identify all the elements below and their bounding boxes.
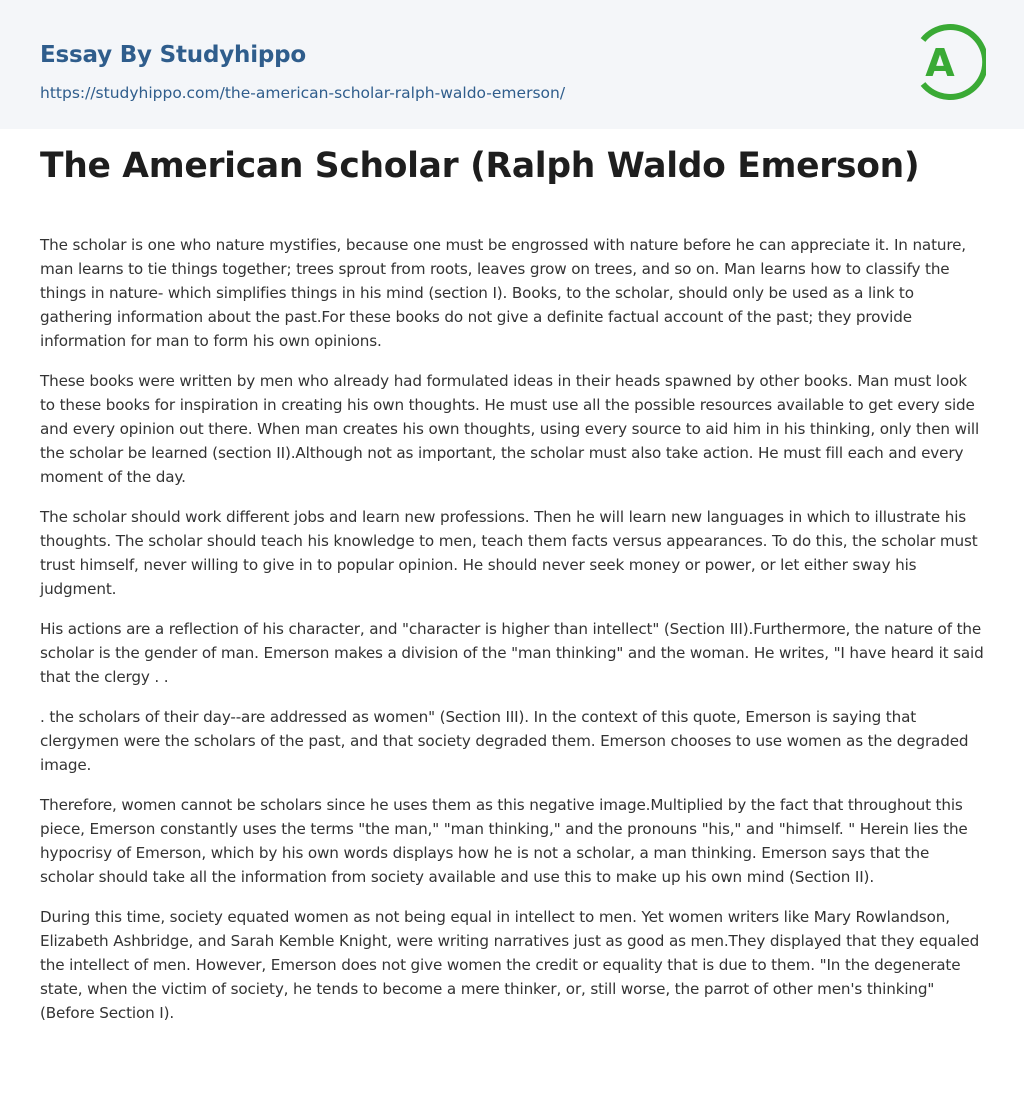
paragraph: During this time, society equated women as not being equal in intellect to men. Yet women writers like Mary Rowlandson, Elizabeth Ashbridge, and Sarah Kemble Knight, were writing narratives just as good as men.They displayed that they equaled the intellect of men. However, Emerson does not give women the credit or equality that is due to them. "In the degenerate state, when the victim of society, he tends to become a mere thinker, or, still worse, the parrot of other men's thinking" (Before Section I). — [40, 908, 980, 1022]
paragraph: These books were written by men who already had formulated ideas in their heads spawned by other books. Man must look to these books for inspiration in creating his own thoughts. He must use all the possible resources available to get every side and every opinion out there. When man creates his own thoughts, using every source to aid him in his thinking, only then will the scholar be learned (section II).Although not as important, the scholar must also take action. He must fill each and every moment of the day. — [40, 372, 980, 486]
paragraph: . the scholars of their day--are addressed as women" (Section III). In the context of this quote, Emerson is saying that clergymen were the scholars of the past, and that society degraded them. Emerson chooses to use women as the degraded image. — [40, 708, 969, 774]
site-header — [0, 0, 1024, 129]
essay-body — [40, 233, 984, 1041]
studyhippo-logo-icon[interactable] — [912, 19, 986, 105]
source-url-link[interactable]: https://studyhippo.com/the-american-scholar-ralph-waldo-emerson/ — [40, 84, 566, 102]
page-title: The American Scholar (Ralph Waldo Emerson) — [40, 146, 920, 186]
paragraph: Therefore, women cannot be scholars since he uses them as this negative image.Multiplied by the fact that throughout this piece, Emerson constantly uses the terms "the man," "man thinking," and the pronouns "his," and "himself. " Herein lies the hypocrisy of Emerson, which by his own words displays how he is not a scholar, a man thinking. Emerson says that the scholar should take all the information from society available and use this to make up his own mind (Section II). — [40, 796, 968, 886]
logo-letter: A — [925, 41, 955, 85]
brand-title: Essay By Studyhippo — [40, 42, 307, 68]
paragraph: The scholar is one who nature mystifies, because one must be engrossed with nature before he can appreciate it. In nature, man learns to tie things together; trees sprout from roots, leaves grow on trees, and so on. Man learns how to classify the things in nature- which simplifies things in his mind (section I). Books, to the scholar, should only be used as a link to gathering information about the past.For these books do not give a definite factual account of the past; they provide information for man to form his own opinions. — [40, 236, 966, 350]
paragraph: His actions are a reflection of his character, and "character is higher than intellect" (Section III).Furthermore, the nature of the scholar is the gender of man. Emerson makes a division of the "man thinking" and the woman. He writes, "I have heard it said that the clergy . . — [40, 620, 984, 686]
paragraph: The scholar should work different jobs and learn new professions. Then he will learn new languages in which to illustrate his thoughts. The scholar should teach his knowledge to men, teach them facts versus appearances. To do this, the scholar must trust himself, never willing to give in to popular opinion. He should never seek money or power, or let either sway his judgment. — [40, 508, 978, 598]
